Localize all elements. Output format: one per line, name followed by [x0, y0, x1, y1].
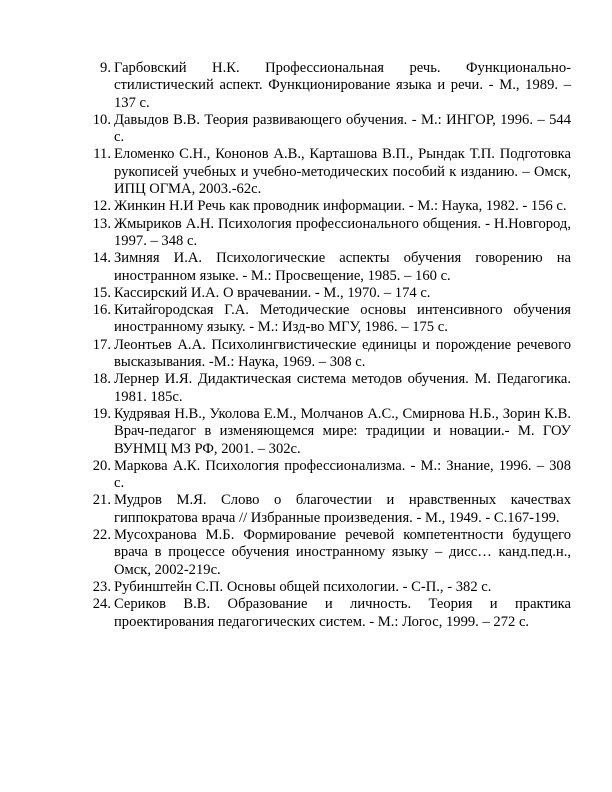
reference-number: 21. [92, 492, 111, 509]
reference-number: 16. [92, 302, 111, 319]
reference-number: 14. [92, 250, 111, 267]
reference-text: Кудрявая Н.В., Уколова Е.М., Молчанов А.С., Смирнова Н.Б., Зорин К.В. Врач-педагог в изменяющемся мире: традиции и новации.- М. ГОУ ВУНМЦ МЗ РФ, 2001. – 302с. [114, 405, 571, 457]
reference-text: Рубинштейн С.П. Основы общей психологии. - С-П., - 382 с. [114, 578, 492, 595]
reference-item [77, 579, 571, 596]
reference-item [77, 60, 571, 112]
reference-text: Мудров М.Я. Слово о благочестии и нравственных качествах гиппократова врача // Избранные произведения. - М., 1949. - С.167-199. [114, 492, 571, 526]
reference-number: 24. [92, 596, 111, 613]
reference-text: Китайгородская Г.А. Методические основы интенсивного обучения иностранному языку. - М.: Изд-во МГУ, 1986. – 175 с. [114, 302, 571, 336]
reference-number: 22. [92, 527, 111, 544]
reference-text: Еломенко С.Н., Кононов А.В., Карташова В.П., Рындак Т.П. Подготовка рукописей учебных и учебно-методических пособий к изданию. – Омск, ИПЦ ОГМА, 2003.-62с. [114, 146, 571, 198]
reference-text: Лернер И.Я. Дидактическая система методов обучения. М. Педагогика. 1981. 185с. [114, 371, 571, 405]
reference-item [77, 458, 571, 493]
reference-number: 23. [92, 578, 111, 595]
reference-number: 13. [92, 215, 111, 232]
reference-number: 20. [92, 457, 111, 474]
reference-number: 19. [92, 405, 111, 422]
reference-text: Маркова А.К. Психология профессионализма. - М.: Знание, 1996. – 308 с. [114, 457, 571, 492]
reference-number: 18. [92, 371, 111, 388]
reference-text: Кассирский И.А. О врачевании. - М., 1970. – 174 с. [114, 284, 431, 301]
reference-number: 12. [92, 198, 111, 215]
reference-number: 10. [92, 111, 111, 128]
reference-item [77, 406, 571, 458]
reference-item [77, 198, 571, 215]
reference-item [77, 112, 571, 147]
reference-number: 17. [92, 336, 111, 353]
reference-number: 9. [100, 60, 111, 76]
reference-text: Давыдов В.В. Теория развивающего обучения. - М.: ИНГОР, 1996. – 544 с. [114, 111, 571, 146]
reference-number: 15. [92, 284, 111, 301]
reference-item [77, 285, 571, 302]
reference-item [77, 146, 571, 198]
reference-item [77, 596, 571, 631]
reference-item [77, 216, 571, 251]
reference-text: Леонтьев А.А. Психолингвистические единицы и порождение речевого высказывания. -М.: Наука, 1969. – 308 с. [114, 336, 571, 371]
reference-number: 11. [93, 146, 111, 163]
reference-text: Гарбовский Н.К. Профессиональная речь. Функционально-стилистический аспект. Функционирование языка и речи. - М., 1989. – 137 с. [114, 60, 571, 111]
reference-text: Жинкин Н.И Речь как проводник информации. - М.: Наука, 1982. - 156 с. [114, 198, 567, 215]
reference-item [77, 302, 571, 337]
reference-item [77, 250, 571, 285]
reference-item [77, 492, 571, 527]
reference-item [77, 337, 571, 372]
reference-item [77, 527, 571, 579]
reference-list [77, 60, 571, 631]
reference-text: Жмыриков А.Н. Психология профессионального общения. - Н.Новгород, 1997. – 348 с. [114, 215, 571, 249]
reference-text: Сериков В.В. Образование и личность. Теория и практика проектирования педагогических систем. - М.: Логос, 1999. – 272 с. [114, 596, 571, 630]
reference-text: Зимняя И.А. Психологические аспекты обучения говорению на иностранном языке. - М.: Просвещение, 1985. – 160 с. [114, 250, 571, 284]
reference-item [77, 371, 571, 406]
reference-text: Мусохранова М.Б. Формирование речевой компетентности будущего врача в процессе обучения иностранному языку – дисс… канд.пед.н., Омск, 2002-219с. [114, 527, 571, 578]
